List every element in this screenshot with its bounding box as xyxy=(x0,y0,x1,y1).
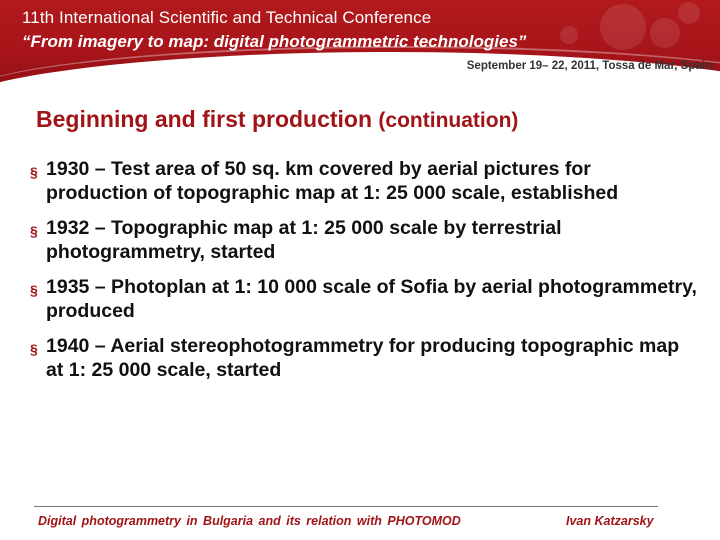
bullet-text: 1935 – Photoplan at 1: 10 000 scale of Sofia by aerial photogrammetry, produced xyxy=(46,276,697,322)
bullet-marker-icon: § xyxy=(30,223,38,239)
decorative-bubble xyxy=(678,2,700,24)
slide-title-continuation: (continuation) xyxy=(378,109,519,132)
bullet-marker-icon: § xyxy=(30,341,38,357)
bullet-text: 1940 – Aerial stereophotogrammetry for producing topographic map at 1: 25 000 scale, started xyxy=(46,335,680,381)
bullet-item xyxy=(28,276,698,323)
footer-author: Ivan Katzarsky xyxy=(566,514,654,528)
decorative-bubble xyxy=(600,4,646,50)
bullet-list xyxy=(28,158,698,394)
bullet-marker-icon: § xyxy=(30,282,38,298)
conference-theme: “From imagery to map: digital photogrammetric technologies” xyxy=(22,32,527,51)
slide-title xyxy=(36,106,518,133)
conference-date-place: September 19– 22, 2011, Tossa de Mar, Spain xyxy=(466,60,712,72)
bullet-text: 1932 – Topographic map at 1: 25 000 scale by terrestrial photogrammetry, started xyxy=(46,217,562,263)
bullet-item xyxy=(28,217,698,264)
bullet-marker-icon: § xyxy=(30,164,38,180)
slide-title-main: Beginning and first production xyxy=(36,106,379,132)
footer-divider xyxy=(34,506,658,507)
conference-name: 11th International Scientific and Technical Conference xyxy=(22,8,432,27)
bullet-item xyxy=(28,335,698,382)
decorative-bubble xyxy=(560,26,578,44)
decorative-bubble xyxy=(650,18,680,48)
header-banner xyxy=(0,0,720,88)
footer-presentation-title: Digital photogrammetry in Bulgaria and its relation with PHOTOMOD xyxy=(38,514,461,528)
bullet-item xyxy=(28,158,698,205)
bullet-text: 1930 – Test area of 50 sq. km covered by aerial pictures for production of topographic map at 1: 25 000 scale, established xyxy=(46,158,619,204)
